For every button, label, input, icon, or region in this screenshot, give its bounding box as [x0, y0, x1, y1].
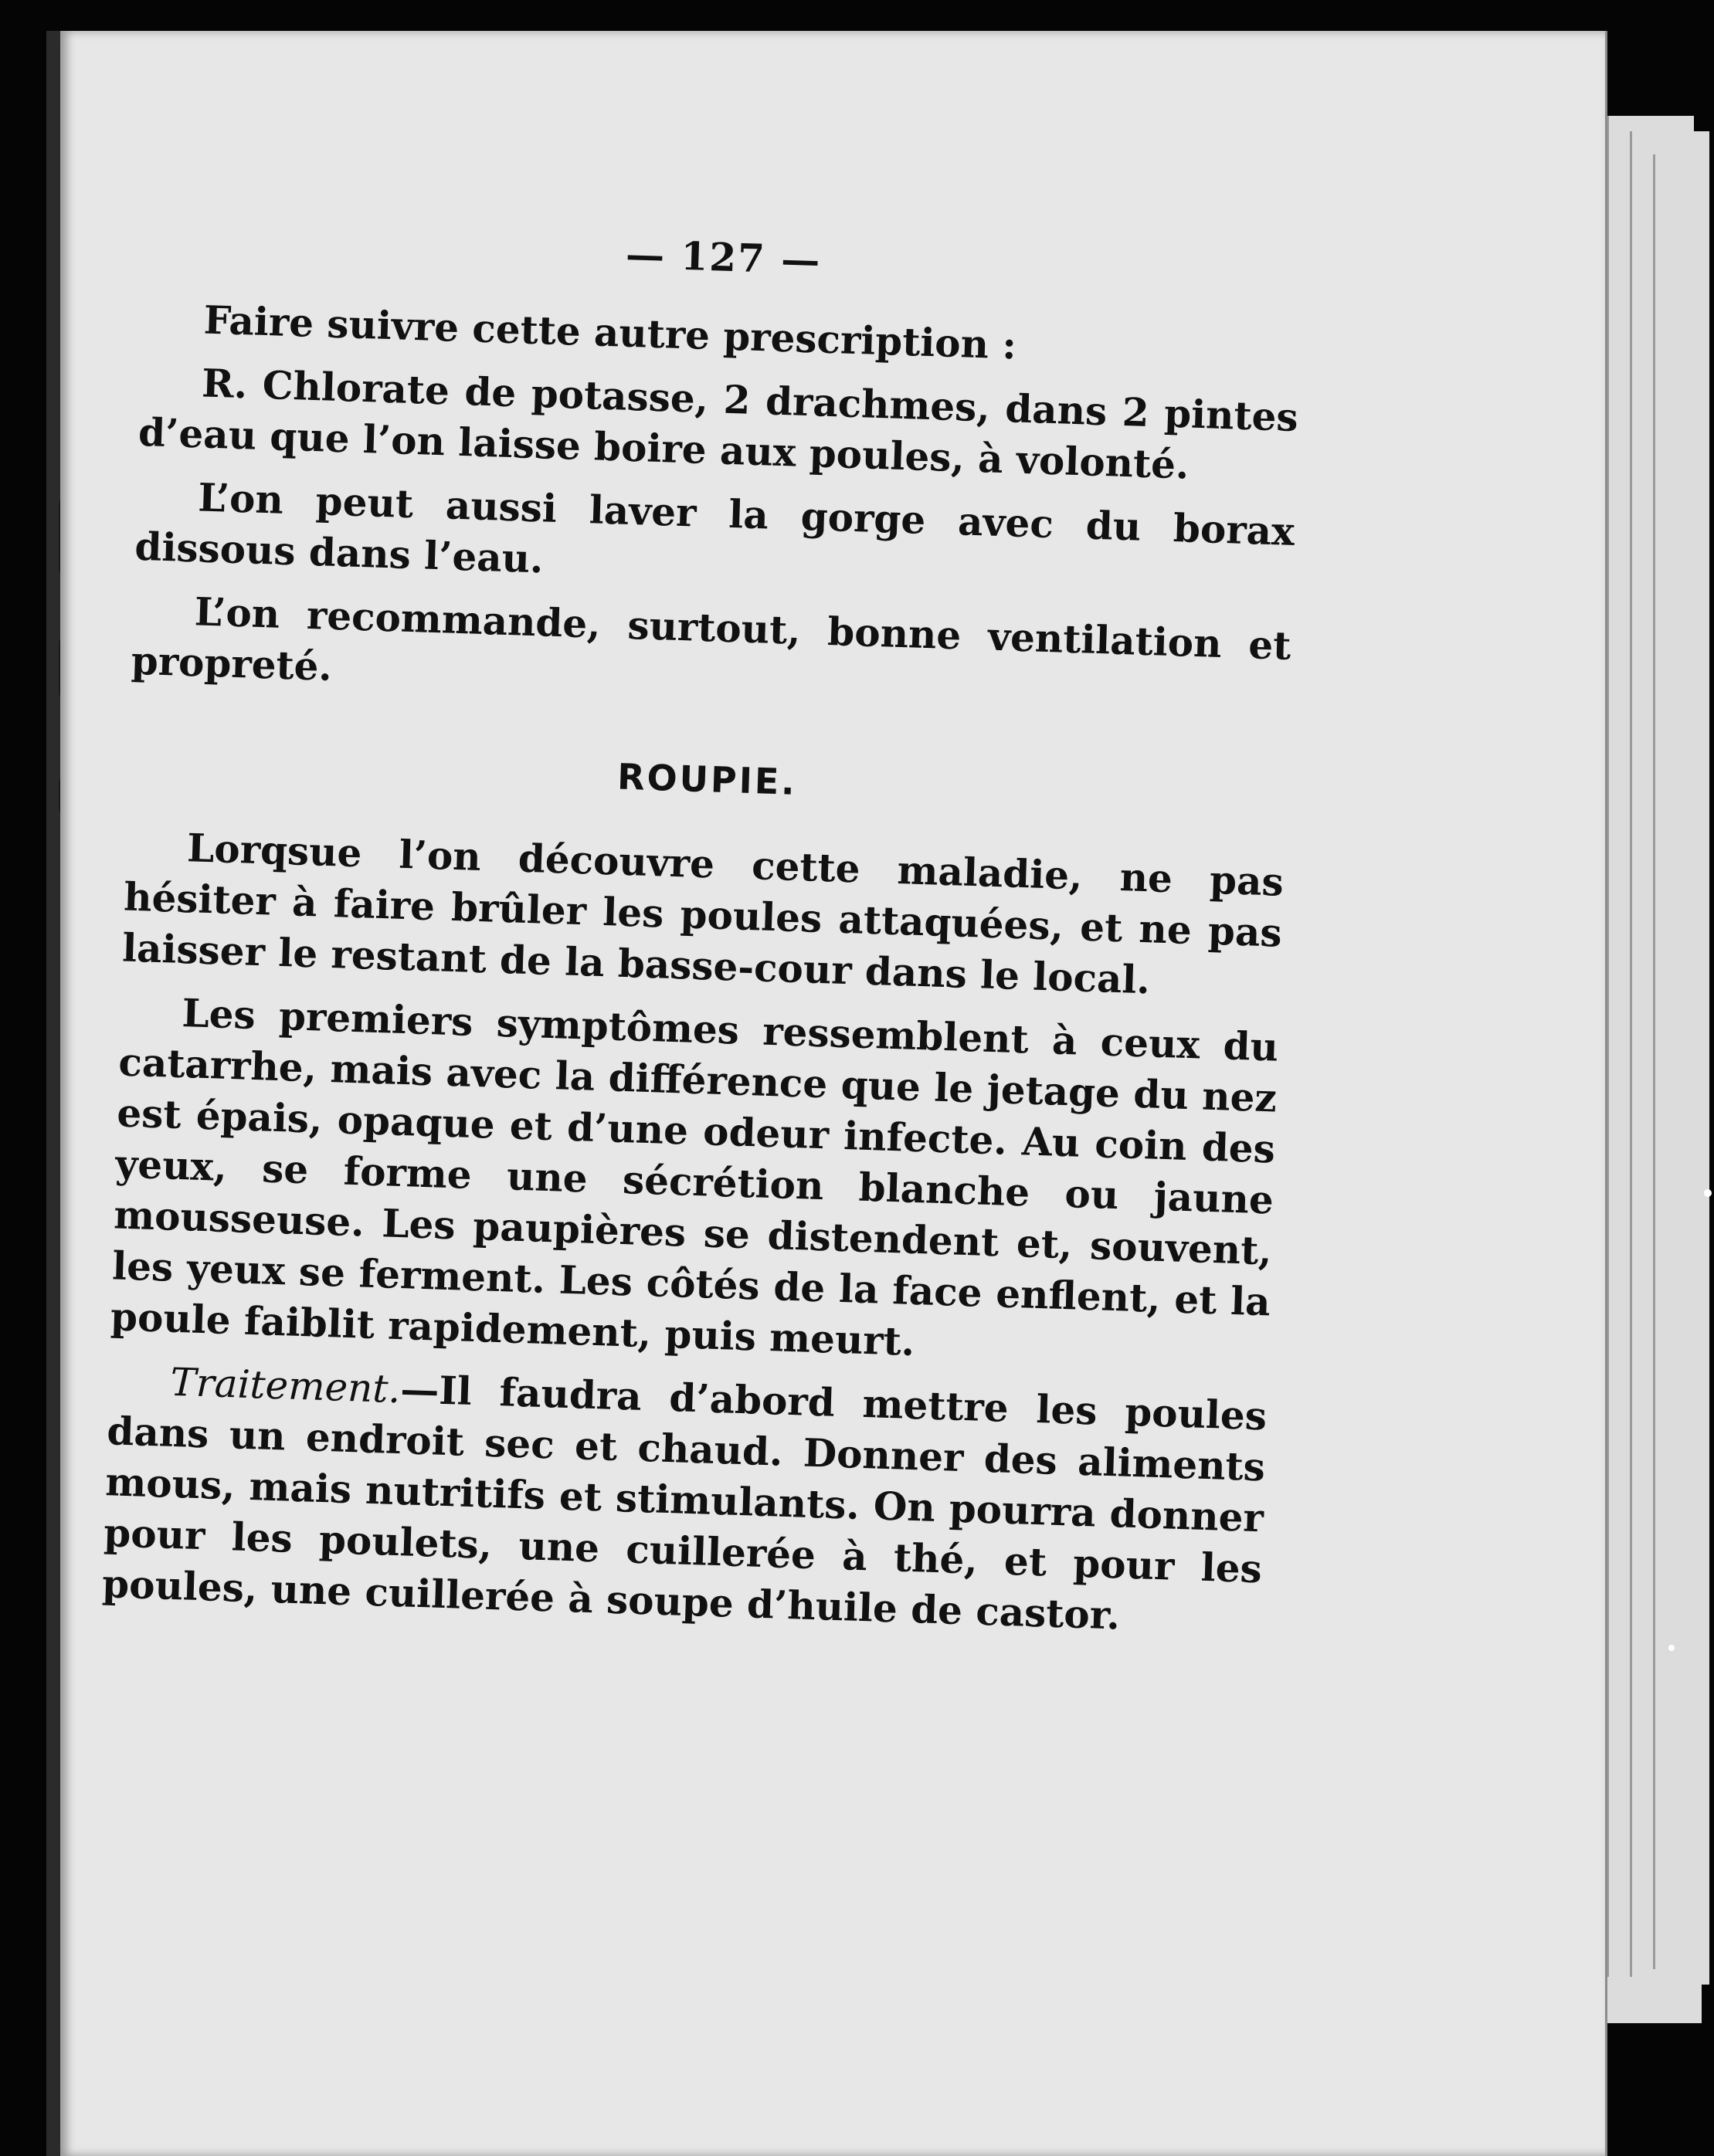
- treatment-text: —Il faudra d’abord mettre les poules dans un endroit sec et chaud. Donner des aliments mous, mais nutritifs et stimulants. On pourra donner pour les poulets, une cuillerée à thé, et pour les poules, une cuillerée à soupe d’huile de castor.: [101, 1366, 1268, 1639]
- treatment-paragraph: [101, 1354, 1268, 1646]
- page-number: — 127 —: [625, 231, 823, 283]
- paragraph: Lorqsue l’on découvre cette maladie, ne pas hésiter à faire brûler les poules attaquées, et ne pas laisser le restant de la basse-cour dans le local.: [121, 825, 1285, 1003]
- paragraph: L’on peut aussi laver la gorge avec du borax dissous dans l’eau.: [134, 474, 1295, 582]
- paragraph: L’on recommande, surtout, bonne ventilation et propreté.: [130, 588, 1292, 690]
- dust-speck: [1668, 1645, 1675, 1651]
- paragraph: R. Chlorate de potasse, 2 drachmes, dans 2 pintes d’eau que l’on laisse boire aux poules, à volonté.: [137, 360, 1299, 488]
- treatment-label: Traitement.: [169, 1359, 402, 1412]
- page-edge: [1653, 154, 1709, 1969]
- paragraph: Faire suivre cette autre prescription :: [202, 297, 1017, 368]
- section-heading: ROUPIE.: [616, 755, 798, 803]
- page-edge: [1599, 1977, 1702, 2023]
- book-page: [60, 31, 1607, 2156]
- page-content: [101, 216, 1303, 1658]
- dust-speck: [1704, 1189, 1712, 1197]
- paragraph: Les premiers symptômes ressemblent à ceux du catarrhe, mais avec la différence que le jetage du nez est épais, opaque et d’une odeur infecte. Au coin des yeux, se forme une sécrétion blanche ou jaune mousseuse. Les paupières se distendent et, souvent, les yeux se ferment. Les côtés de la face enflent, et la poule faiblit rapidement, puis meurt.: [110, 990, 1279, 1364]
